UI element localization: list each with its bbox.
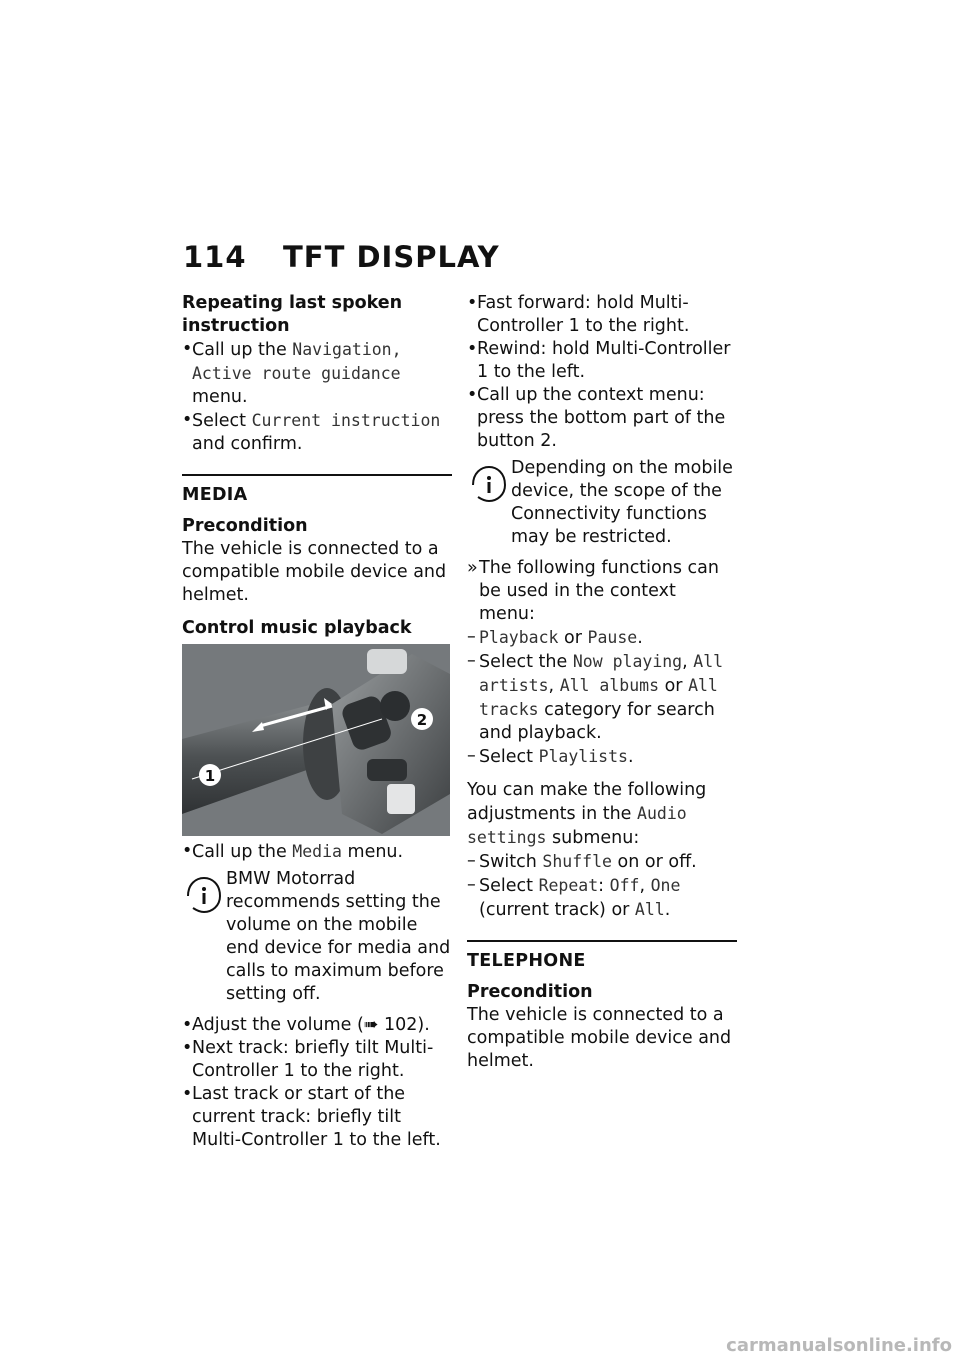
playback-list [182,1014,452,1152]
dash-icon: – [467,746,476,766]
telephone-section-heading: TELEPHONE [467,940,737,973]
bullet-icon: • [467,293,478,313]
menu-item-name: Off [609,876,640,895]
menu-item-name: Playlists [538,747,628,766]
bullet-icon: • [182,410,193,430]
item-text: Select [479,747,539,767]
precondition-label: Precondition [467,982,593,1002]
context-menu-list [467,626,737,769]
item-text: Call up the [192,842,293,862]
bullet-icon: • [182,841,193,861]
note-text: BMW Motorrad recommends setting the volume on the mobile end device for media and calls to maximum before setting off. [226,869,451,1004]
page-header [183,240,500,274]
precondition-text: The vehicle is connected to a compatible mobile device and helmet. [467,1005,732,1071]
left-column [182,292,452,1152]
bullet-icon: • [182,339,193,359]
list-item: – Select Playlists. [467,746,634,767]
list-item [182,1014,452,1037]
list-item [182,409,452,456]
item-text: and confirm. [192,434,303,454]
repeat-heading: Repeating last spoken instruction [182,293,403,336]
watermark: carmanualsonline.info [726,1335,952,1356]
seek-list [467,292,737,453]
page-title: TFT DISPLAY [283,240,500,274]
list-item [467,384,737,453]
control-heading: Control music playback [182,618,412,638]
menu-item-name: All albums [559,676,660,695]
result-list [467,557,737,626]
result-arrow-icon: » [467,558,478,578]
repeat-list [182,338,452,456]
item-text: The following functions can be used in the context menu: [479,558,719,624]
menu-item-name: Audio settings [467,804,687,847]
callout-2: 2 [416,711,428,729]
item-text: menu. [341,842,404,862]
dash-icon: – [467,851,476,871]
item-text: (current track) or [479,900,635,920]
media-section-heading: MEDIA [182,474,452,507]
list-item [182,1083,452,1152]
item-text: Select [192,411,252,431]
dash-icon: – [467,627,476,647]
list-item [182,338,452,409]
media-list [182,840,452,864]
item-text: Rewind: hold Multi-Controller 1 to the left. [477,339,731,382]
menu-item-name: All [634,900,665,919]
item-text: Call up the [192,340,293,360]
item-text: Next track: briefly tilt Multi-Controller 1 to the right. [192,1038,434,1081]
note-text: Depending on the mobile device, the scope of the Connectivity functions may be restricted. [511,458,733,547]
adjust-paragraph [467,779,737,850]
menu-item-name: Now playing [572,652,683,671]
menu-path: Current instruction [251,411,441,430]
item-text: Select the [479,652,573,672]
info-icon [182,872,226,916]
precondition-text: The vehicle is connected to a compatible mobile device and helmet. [182,539,447,605]
item-text: You can make the following adjustments in the [467,780,707,824]
item-text: Last track or start of the current track: briefly tilt Multi-Controller 1 to the left. [192,1084,441,1150]
dash-icon: – [467,651,476,671]
bullet-icon: • [467,385,478,405]
list-item [467,850,737,874]
menu-item-name: One [650,876,681,895]
item-text: Fast forward: hold Multi-Controller 1 to the right. [477,293,690,336]
list-item: – Playback or Pause. [467,627,643,648]
bullet-icon: • [467,339,478,359]
item-text: category for search and playback. [479,700,715,743]
menu-item-name: Shuffle [542,852,612,871]
right-column [467,292,737,1073]
item-text: menu. [192,387,248,407]
item-text: Adjust the volume (➠ 102). [192,1015,430,1035]
callout-1: 1 [204,767,216,785]
list-item [467,292,737,338]
info-note [467,457,737,549]
item-text: submenu: [546,828,640,848]
item-text: on or off. [611,852,697,872]
info-icon [467,461,511,505]
item-text: Switch [479,852,543,872]
page-number: 114 [183,240,247,274]
list-item: – Select the Now playing, All artists, All albums or All tracks category for search and playback. [467,651,724,743]
item-text: or [558,628,588,648]
item-text: Call up the context menu: press the bottom part of the button 2. [477,385,726,451]
handlebar-controls-figure [182,644,450,836]
precondition-label: Precondition [182,516,308,536]
list-item [182,1037,452,1083]
menu-item-name: Pause [587,628,638,647]
bullet-icon: • [182,1015,193,1035]
list-item: – Select Repeat: Off, One (current track) or All. [467,875,681,920]
list-item [467,338,737,384]
menu-path: Media [292,842,342,861]
menu-item-name: Playback [479,628,559,647]
audio-settings-list [467,850,737,922]
list-item [182,840,452,864]
handlebar-illustration [182,644,450,836]
dash-icon: – [467,875,476,895]
menu-item-name: Repeat [538,876,599,895]
bullet-icon: • [182,1084,193,1104]
info-note [182,868,452,1006]
menu-item-name: All tracks [479,676,718,719]
menu-path: Navigation, Active route guidance [192,340,402,383]
bullet-icon: • [182,1038,193,1058]
menu-item-name: All artists [479,652,724,695]
result-item [467,557,737,626]
item-text: Select [479,876,539,896]
